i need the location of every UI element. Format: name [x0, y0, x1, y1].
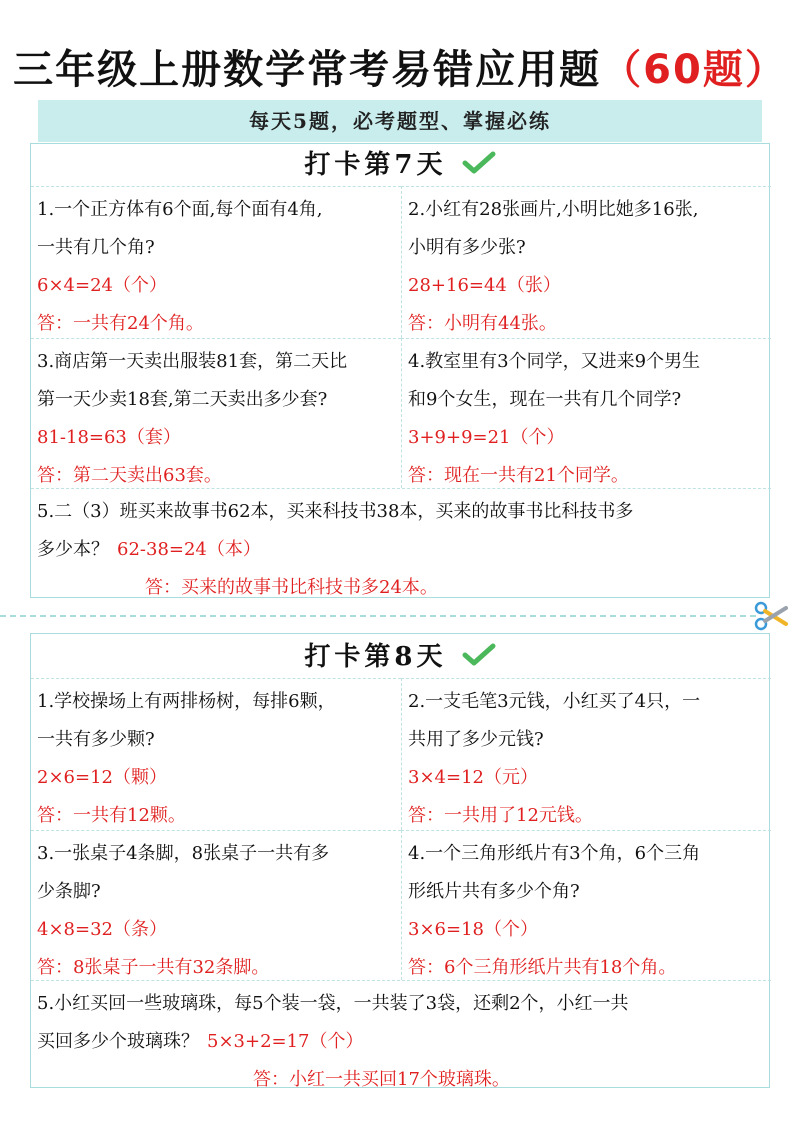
- question-1: 1.学校操场上有两排杨树，每排6颗， 一共有多少颗? 2×6=12（颗） 答：一共有12颗。: [31, 678, 401, 830]
- day-heading: 打卡第8天: [31, 636, 769, 678]
- day-heading: 打卡第7天: [31, 144, 769, 186]
- title-paren: （60题）: [601, 47, 787, 93]
- day-card-8: [30, 633, 770, 1088]
- page-title: [0, 40, 800, 100]
- question-4: 4.一个三角形纸片有3个角，6个三角 形纸片共有多少个角? 3×6=18（个） 答：6个三角形纸片共有18个角。: [401, 830, 771, 980]
- question-2: 2.小红有28张画片,小明比她多16张, 小明有多少张? 28+16=44（张） 答：小明有44张。: [401, 186, 771, 338]
- question-3: 3.一张桌子4条脚，8张桌子一共有多 少条脚? 4×8=32（条） 答：8张桌子一共有32条脚。: [31, 830, 401, 980]
- question-2: 2.一支毛笔3元钱，小红买了4只，一 共用了多少元钱? 3×4=12（元） 答：一共用了12元钱。: [401, 678, 771, 830]
- day-card-7: [30, 143, 770, 598]
- check-mark-icon: [462, 643, 496, 667]
- question-1: 1.一个正方体有6个面,每个面有4角, 一共有几个角? 6×4=24（个） 答：一共有24个角。: [31, 186, 401, 338]
- question-5: 5.二（3）班买来故事书62本，买来科技书38本，买来的故事书比科技书多 多少本？ 62-38=24（本） 答：买来的故事书比科技书多24本。: [31, 488, 771, 598]
- check-mark-icon: [462, 151, 496, 175]
- question-3: 3.商店第一天卖出服装81套，第二天比 第一天少卖18套,第二天卖出多少套? 81-18=63（套） 答：第二天卖出63套。: [31, 338, 401, 488]
- cut-line: [0, 615, 756, 617]
- question-4: 4.教室里有3个同学，又进来9个男生 和9个女生，现在一共有几个同学? 3+9+9=21（个） 答：现在一共有21个同学。: [401, 338, 771, 488]
- scissors-icon: [752, 600, 792, 632]
- question-5: 5.小红买回一些玻璃珠，每5个装一袋，一共装了3袋，还剩2个，小红一共 买回多少个玻璃珠？ 5×3+2=17（个） 答：小红一共买回17个玻璃珠。: [31, 980, 771, 1088]
- title-main: 三年级上册数学常考易错应用题: [13, 47, 602, 93]
- subtitle-banner: 每天5题，必考题型、掌握必练: [38, 100, 762, 142]
